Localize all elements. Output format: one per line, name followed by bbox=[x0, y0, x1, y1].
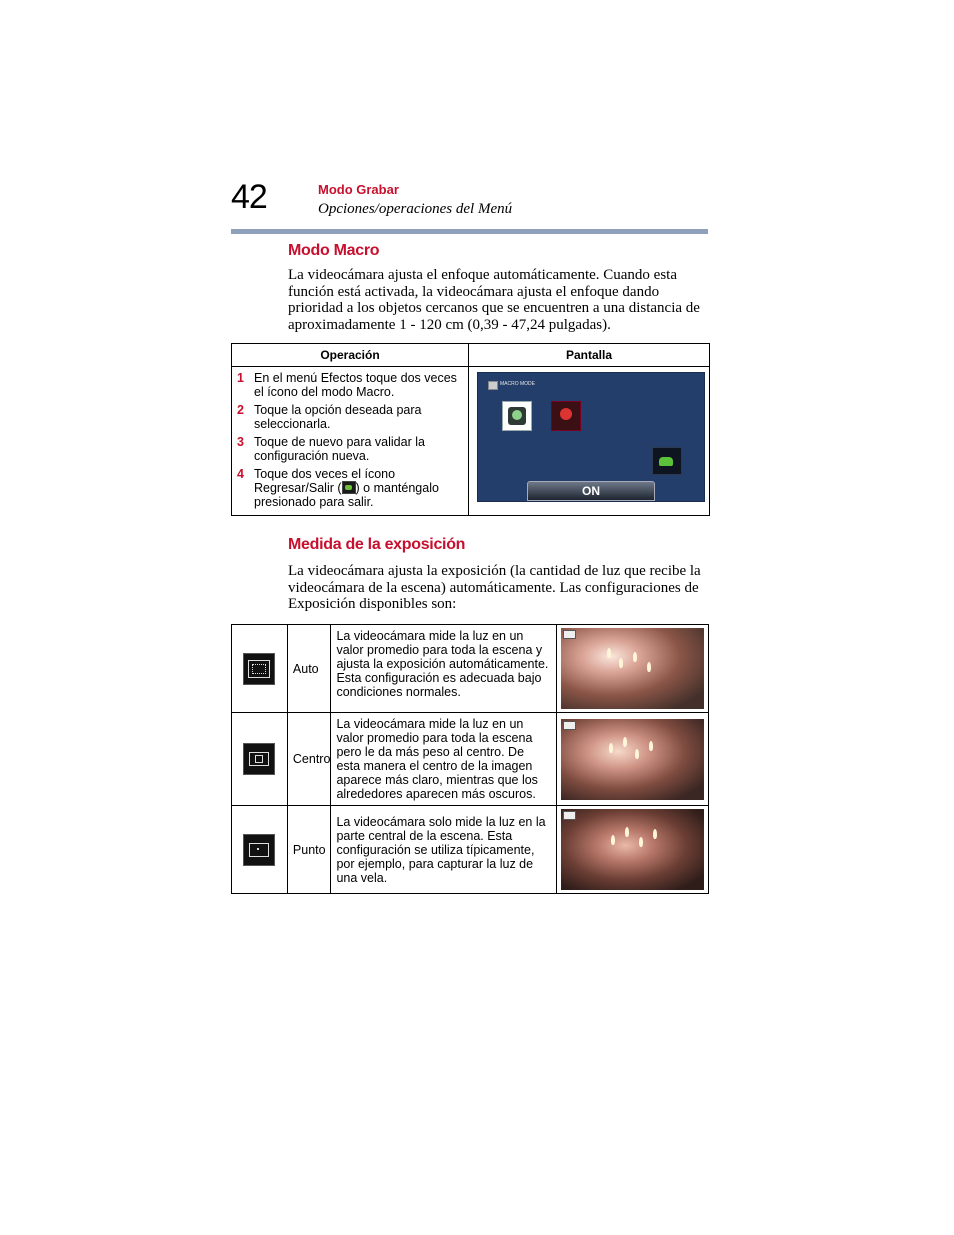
exposure-description: La videocámara mide la luz en un valor promedio para toda la escena y ajusta la exposición automáticamente. Esta configuración es adecuada bajo condiciones normales. bbox=[331, 625, 557, 713]
return-button[interactable] bbox=[652, 447, 682, 475]
on-status-button[interactable]: ON bbox=[527, 481, 655, 501]
screen-title: MACRO MODE bbox=[500, 381, 535, 387]
exposure-description: La videocámara solo mide la luz en la parte central de la escena. Esta configuración se utiliza típicamente, por ejemplo, para capturar la luz de una vela. bbox=[331, 806, 557, 894]
exposure-paragraph: La videocámara ajusta la exposición (la cantidad de luz que recibe la videocámara de la escena) automáticamente. Las configuraciones de Exposición disponibles son: bbox=[288, 563, 701, 612]
table-row bbox=[232, 806, 709, 894]
step-list bbox=[232, 367, 468, 509]
exposure-label: Punto bbox=[287, 806, 331, 894]
table-row bbox=[232, 713, 709, 806]
col-header-operation: Operación bbox=[232, 344, 469, 367]
chandelier-photo bbox=[561, 719, 704, 800]
macro-heading: Modo Macro bbox=[288, 242, 380, 259]
table-row bbox=[232, 625, 709, 713]
chandelier-photo bbox=[561, 809, 704, 890]
exposure-label: Auto bbox=[287, 625, 331, 713]
page-number: 42 bbox=[231, 178, 267, 216]
exposure-label: Centro bbox=[287, 713, 331, 806]
header-rule bbox=[231, 229, 708, 234]
macro-off-option[interactable] bbox=[551, 401, 581, 431]
exposure-description: La videocámara mide la luz en un valor promedio para toda la escena pero le da más peso al centro. De esta manera el centro de la imagen aparece más claro, mientras que los alrededores aparecen más oscuros. bbox=[331, 713, 557, 806]
macro-mode-screen bbox=[477, 372, 705, 502]
macro-table bbox=[231, 343, 710, 516]
chandelier-photo bbox=[561, 628, 704, 709]
section-subtitle: Opciones/operaciones del Menú bbox=[318, 201, 513, 217]
center-metering-icon bbox=[243, 743, 275, 775]
macro-mode-icon bbox=[488, 381, 498, 390]
macro-paragraph: La videocámara ajusta el enfoque automáticamente. Cuando esta función está activada, la videocámara ajusta el enfoque dando prioridad a los objetos cercanos que se encuentren a una distancia de aproximadamente 1 - 120 cm (0,39 - 47,24 pulgadas). bbox=[288, 267, 700, 333]
step-item: 2 Toque la opción deseada para seleccionarla. bbox=[237, 403, 422, 431]
exposure-table bbox=[231, 624, 709, 894]
macro-on-option[interactable] bbox=[502, 401, 532, 431]
exposure-heading: Medida de la exposición bbox=[288, 536, 466, 553]
auto-metering-icon bbox=[243, 653, 275, 685]
return-exit-icon bbox=[342, 481, 356, 494]
step-item: 3 Toque de nuevo para validar la configuración nueva. bbox=[237, 435, 425, 463]
step-item: 4 Toque dos veces el ícono Regresar/Salir ( ) o manténgalo presionado para salir. bbox=[237, 467, 439, 509]
spot-metering-icon bbox=[243, 834, 275, 866]
col-header-screen: Pantalla bbox=[469, 344, 710, 367]
chapter-title: Modo Grabar bbox=[318, 182, 399, 197]
step-item: 1 En el menú Efectos toque dos veces el ícono del modo Macro. bbox=[237, 371, 457, 399]
